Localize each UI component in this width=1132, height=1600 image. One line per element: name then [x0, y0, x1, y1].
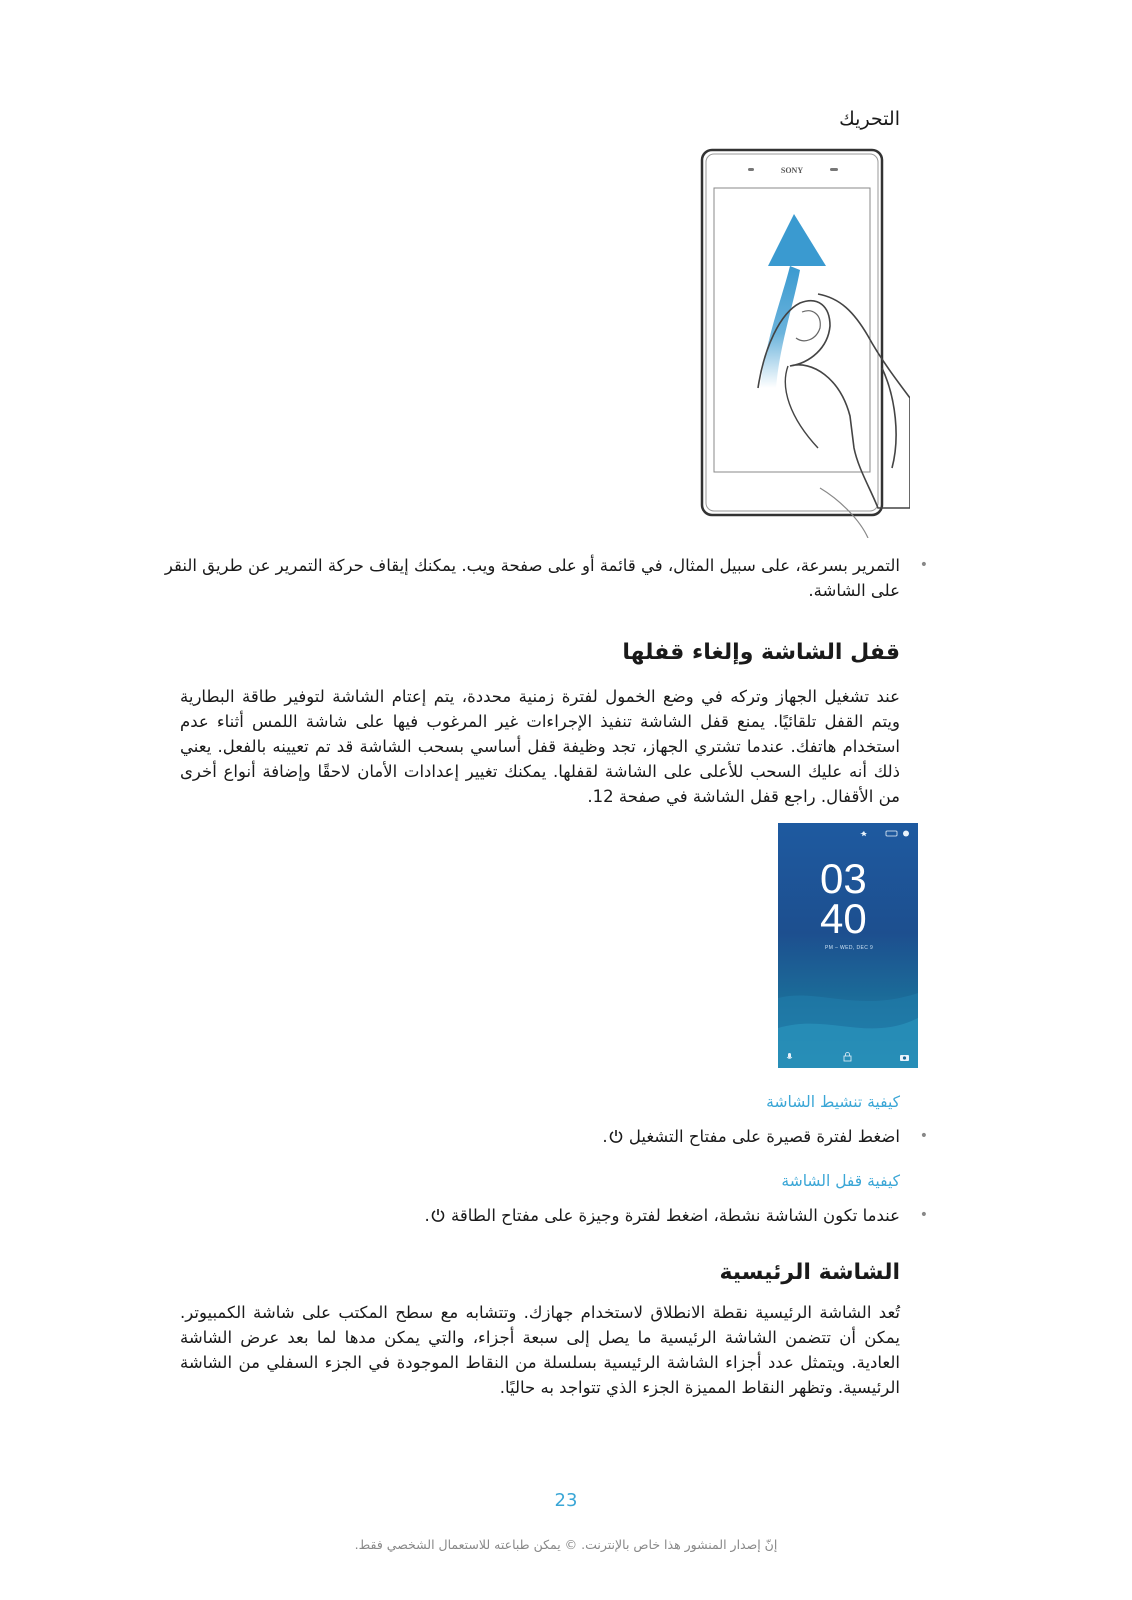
lock-paragraph: عند تشغيل الجهاز وتركه في وضع الخمول لفترة زمنية محددة، يتم إعتام الشاشة لتوفير طاقة البطارية ويتم القفل تلقائيًا. يمنع قفل الشاشة تنفيذ الإجراءات غير المرغوب فيها على شاشة اللمس أثناء عدم استخدام هاتفك. عندما تشتري الجهاز، تجد وظيفة قفل أساسي بسحب الشاشة قد تم تعيينه بالفعل. يعني ذلك أنه عليك السحب للأعلى على الشاشة لقفلها. يمكنك تغيير إعدادات الأمان لاحقًا وإضافة أنواع أخرى من الأقفال. راجع قفل الشاشة في صفحة 12.	[180, 687, 900, 806]
activate-screen-title: كيفية تنشيط الشاشة	[766, 1093, 900, 1111]
power-icon	[608, 1128, 624, 1144]
sony-brand: SONY	[780, 166, 804, 175]
lockscreen-illustration	[778, 823, 918, 1068]
lock-screen-step	[160, 1203, 934, 1228]
lockscreen-minute: 40	[820, 895, 867, 942]
footer-note: إنّ إصدار المنشور هذا خاص بالإنترنت. © يمكن طباعته للاستعمال الشخصي فقط.	[354, 1537, 778, 1552]
home-screen-heading: الشاشة الرئيسية	[719, 1260, 900, 1285]
activate-screen-step	[160, 1124, 934, 1149]
camera-icon	[900, 1055, 909, 1061]
star-icon	[860, 831, 867, 836]
home-screen-paragraph: تُعد الشاشة الرئيسية نقطة الانطلاق لاستخدام جهازك. وتتشابه مع سطح المكتب على شاشة الكمبيوتر. يمكن أن تتضمن الشاشة الرئيسية ما يصل إلى سبعة أجزاء، والتي يمكن مدها لما بعد عرض الشاشة العادية. ويتمثل عدد أجزاء الشاشة الرئيسية بسلسلة من النقاط الموجودة في الجزء السفلي من الشاشة الرئيسية. وتظهر النقاط المميزة الجزء الذي تتواجد به حاليًا.	[180, 1303, 900, 1397]
lockscreen-bottom-bar	[786, 1052, 910, 1062]
microphone-icon	[787, 1053, 792, 1059]
swipe-heading: التحريك	[839, 108, 900, 130]
lock-screen-step-text: عندما تكون الشاشة نشطة، اضغط لفترة وجيزة على مفتاح الطاقة	[451, 1206, 900, 1225]
swipe-gesture-illustration	[700, 148, 910, 538]
power-icon	[430, 1207, 446, 1223]
lockscreen-status-bar	[778, 829, 918, 839]
lock-section-heading: قفل الشاشة وإلغاء قفلها	[622, 640, 900, 665]
lockscreen-clock	[820, 855, 867, 942]
lockscreen-hour: 03	[820, 855, 867, 902]
user-icon	[903, 831, 909, 837]
padlock-icon	[844, 1053, 851, 1062]
battery-icon	[886, 831, 897, 836]
period: .	[602, 1127, 608, 1146]
period: .	[424, 1206, 430, 1225]
lock-screen-title: كيفية قفل الشاشة	[781, 1172, 900, 1190]
lockscreen-date: PM – WED, DEC 9	[825, 945, 874, 951]
activate-screen-step-text: اضغط لفترة قصيرة على مفتاح التشغيل	[628, 1127, 900, 1146]
swipe-description: • التمرير بسرعة، على سبيل المثال، في قائمة أو على صفحة ويب. يمكنك إيقاف حركة التمرير عن طريق النقر على الشاشة.	[160, 553, 934, 603]
page-number: 23	[554, 1490, 578, 1511]
